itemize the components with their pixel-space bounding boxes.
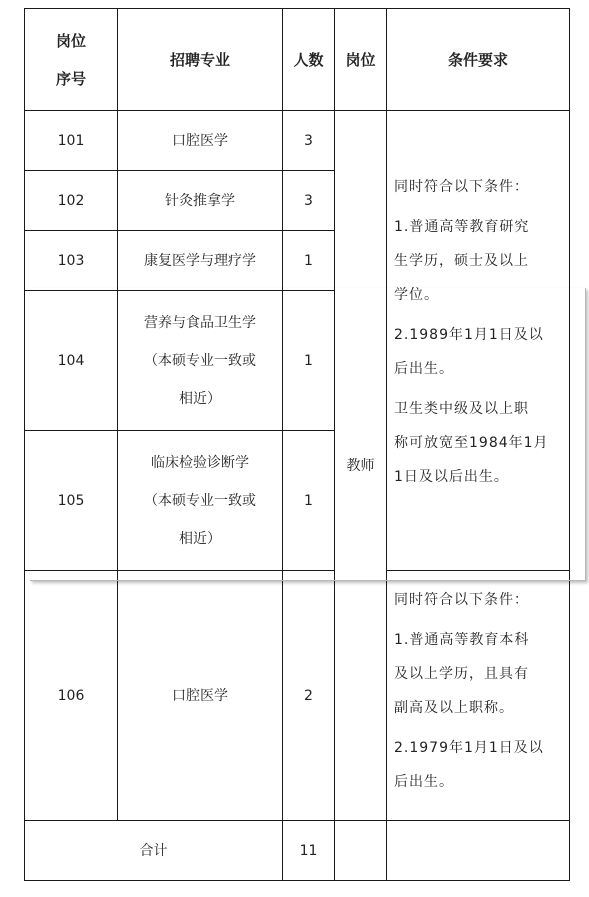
total-count: 11 (299, 842, 318, 859)
requirements-a (394, 170, 566, 494)
req-line: 2.1979年1月1日及以 (394, 740, 544, 756)
req-line: 2.1989年1月1日及以 (394, 327, 544, 343)
major-line: 临床检验诊断学 (151, 454, 249, 471)
row-major: 口腔医学 (172, 132, 228, 149)
header-major: 招聘专业 (169, 50, 230, 69)
header-seq-line1: 岗位 (55, 31, 86, 50)
row-id: 106 (57, 687, 85, 704)
total-label: 合计 (139, 842, 168, 859)
header-seq-line2: 序号 (55, 69, 86, 88)
row-id: 101 (57, 132, 85, 149)
req-line: 副高及以上职称。 (394, 700, 514, 716)
header-count: 人数 (293, 50, 324, 69)
row-major (118, 291, 282, 430)
row-count: 2 (304, 687, 313, 704)
req-line: 学位。 (394, 287, 439, 303)
row-major: 口腔医学 (172, 687, 228, 704)
req-line: 卫生类中级及以上职 (394, 401, 529, 417)
row-count: 3 (304, 132, 313, 149)
requirements-b (394, 583, 566, 799)
major-line: 相近） (179, 390, 221, 407)
req-line: 及以上学历，且具有 (394, 666, 529, 682)
row-id: 103 (57, 252, 85, 269)
row-count: 1 (304, 492, 313, 509)
header-position: 岗位 (345, 50, 376, 69)
req-line: 后出生。 (394, 361, 454, 377)
req-line: 1.普通高等教育本科 (394, 632, 530, 648)
row-id: 102 (57, 192, 85, 209)
req-line: 1日及以后出生。 (394, 469, 509, 485)
req-intro: 同时符合以下条件： (394, 592, 529, 608)
row-major (118, 431, 282, 570)
major-line: （本硕专业一致或 (144, 352, 256, 369)
major-line: 相近） (179, 530, 221, 547)
row-id: 105 (57, 492, 85, 509)
req-intro: 同时符合以下条件： (394, 179, 529, 195)
row-count: 1 (304, 352, 313, 369)
header-seq (25, 9, 117, 110)
row-count: 3 (304, 192, 313, 209)
header-requirements: 条件要求 (447, 50, 508, 69)
major-line: （本硕专业一致或 (144, 492, 256, 509)
row-count: 1 (304, 252, 313, 269)
row-major: 康复医学与理疗学 (144, 252, 256, 269)
req-line: 生学历，硕士及以上 (394, 253, 529, 269)
row-id: 104 (57, 352, 85, 369)
req-line: 称可放宽至1984年1月 (394, 435, 549, 451)
row-major: 针灸推拿学 (165, 192, 235, 209)
major-line: 营养与食品卫生学 (144, 314, 256, 331)
position-cell: 教师 (346, 457, 375, 474)
req-line: 1.普通高等教育研究 (394, 219, 530, 235)
req-line: 后出生。 (394, 774, 454, 790)
